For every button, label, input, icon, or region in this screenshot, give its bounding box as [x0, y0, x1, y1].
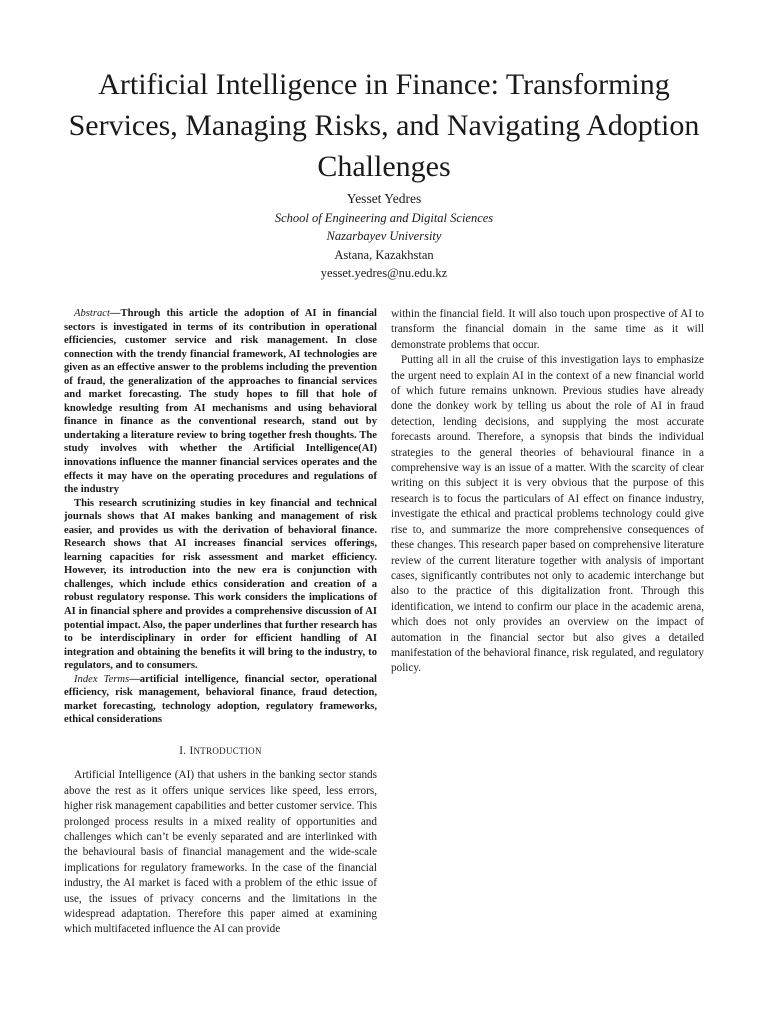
introduction-paragraph-1: Artificial Intelligence (AI) that ushers in the banking sector stands above the rest as it offers unique services like speed, less errors, higher risk management capabilities and better customer service. This prolonged process results in a mixed reality of opportunities and challenges which can’t be evenly separated and are interlinked with the behavioural basis of financial management and the wide-scale implications for regulatory frameworks. In the case of the financial industry, the AI market is faced with a problem of the ethic issue of use, the issues of privacy concerns and the limitations in the widespread adaptation. Therefore this paper aimed at examining which multifaceted influence the AI can provide: [64, 769, 377, 936]
introduction-paragraph-2: Putting all in all the cruise of this investigation lays to emphasize the urgent need to explain AI in the context of a new financial world of which future remains unknown. Previous studies have already done the donkey work by telling us about the role of AI in fraud detection, lending decisions, and supplying the most accurate forecasts around. Therefore, a synopsis that binds the individual strategies to the general theories of behavioural finance in a comprehensive way is an issue of a matter. With the scarcity of clear writing on this subject it is very obvious that the purpose of this research is to focus the particulars of AI effect on finance industry, investigate the ethical and practical problems technology could give rise to, and summarize the more comprehensive consequences of these changes. This research paper based on comprehensive literature review of the current literature together with analysis of important cases, significantly contributes not only to academic interchange but also to the practice of this digitalization front. Through this identification, we intend to confirm our place in the academic arena, which does not only provides an overview on the impact of automation in the financial sector but also gives a detailed manifestation of the behavioral finance, risk regulated, and regulatory policy.: [391, 354, 704, 675]
section-heading-numeral: I. I: [179, 744, 194, 757]
left-column: [64, 307, 377, 938]
index-terms-text: —artificial intelligence, financial sector, operational efficiency, risk management, behavioral finance, fraud detection, market forecasting, technology adoption, regulatory frameworks, ethical considerations: [64, 673, 377, 726]
index-terms: [64, 673, 377, 727]
right-column: [391, 307, 704, 677]
author-location: Astana, Kazakhstan: [334, 247, 434, 262]
section-heading-introduction: [64, 744, 377, 759]
author-name: Yesset Yedres: [346, 191, 422, 206]
abstract-text-1: —Through this article the adoption of AI in financial sectors is investigated in terms of its contribution in operational efficiencies, customer service and risk management. In close connection with the trendy financial framework, AI technologies are given as an effective answer to the problems including the prevention of fraud, the generalization of the approaches to financial services and market forecasting. The study hopes to fill that hole of knowledge resulting from AI mechanisms and using behavioral finance in finance as the conventional research, stand out by undertaking a literature review to bring together fresh thoughts. The study involves with whether the Artificial Intelligence(AI) innovations influence the manner financial services operates and the effects it may have on the operating procedures and regulations of the industry: [64, 308, 377, 496]
abstract: [64, 307, 377, 727]
author-block: [134, 190, 634, 283]
index-terms-label: Index Terms: [74, 673, 130, 685]
abstract-label: Abstract: [74, 308, 110, 319]
paper-title: Artificial Intelligence in Finance: Transforming Services, Managing Risks, and Navigating Adoption Challenges: [68, 68, 700, 183]
abstract-paragraph-1: [64, 307, 377, 497]
section-heading-smallcaps: NTRODUCTION: [193, 745, 262, 756]
author-email: yesset.yedres@nu.edu.kz: [320, 266, 448, 280]
abstract-paragraph-2: This research scrutinizing studies in key financial and technical journals shows that AI makes banking and management of risk easier, and provides us with the derivation of behavioral finance. Research shows that AI increases financial services offerings, learning capacities for risk assessment and market efficiency. However, its introduction into the new era is conjunction with challenges, which include ethics consideration and creation of a robust regulatory response. This work considers the implications of AI in financial sphere and provides a comprehensive discussion of AI potential impact. Also, the paper underlines that further research has to be interdisciplinary in order for efficient handling of AI integration and obtaining the benefits it will bring to the industry, to regulators, and to consumers.: [64, 497, 377, 672]
author-department: School of Engineering and Digital Sciences: [274, 210, 494, 225]
introduction-paragraph-1-continued: within the financial field. It will also touch upon prospective of AI to transform the financial domain in the same time as it will demonstrate problems that occur.: [391, 308, 704, 351]
author-university: Nazarbayev University: [326, 229, 442, 243]
